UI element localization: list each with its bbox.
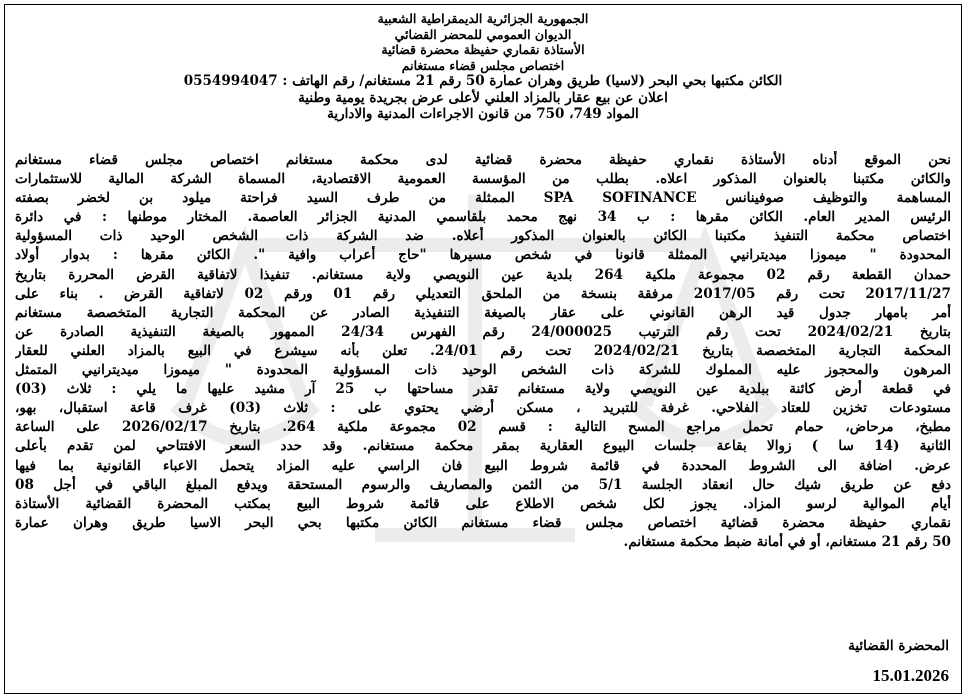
body-line: نقماري حفيظة محضرة قضائية اختصاص مجلس قضاء مستغانم الكائن مكتبها بحي البحر الاسيا طريق وهران عمارة xyxy=(15,514,951,531)
body-line: حمدان القطعة رقم 02 مجموعة ملكية 264 بلدية عين النويصي ولاية مستغانم. تنفيذا لاتفاقية القرض المحررة بتاريخ xyxy=(15,266,951,283)
signature-block xyxy=(848,631,949,691)
body-line: بتاريخ 2024/02/21 تحت رقم الترتيب 24/000025 رقم الفهرس 24/34 الممهور بالصيغة التنفيذية الصادرة عن xyxy=(15,323,951,340)
announcement-title: اعلان عن بيع عقار بالمزاد العلني لأعلى عرض بجريدة يومية وطنية xyxy=(298,89,668,106)
body-line: المحكمة التجارية المتخصصة بتاريخ 2024/02/21 تحت رقم 24/01. تعلن بأنه سيشرع في البيع بالمزاد العلني للعقار xyxy=(15,342,951,359)
republic-title: الجمهورية الجزائرية الديمقراطية الشعبية xyxy=(377,11,589,26)
body-line: دفع عن طريق شيك حال انعقاد الجلسة 5/1 من الثمن والمصاريف والرسوم المستحقة ويدفع المبلغ الباقي في أجل 08 xyxy=(15,476,951,493)
body-line: اختصاص محكمة التنفيذ مكتبنا الكائن بالعنوان المذكور أعلاه. ضد الشركة ذات الشخص الوحيد ذات المسؤولية xyxy=(15,228,951,245)
body-line: نحن الموقع أدناه الأستاذة نقماري حفيظة محضرة قضائية لدى محكمة مستغانم اختصاص مجلس قضاء مستغانم xyxy=(15,152,951,168)
body-line: 50 رقم 21 مستغانم، أو في أمانة ضبط محكمة مستغانم. xyxy=(623,533,951,550)
body-line: أمر بامهار جدول قيد الرهن القانوني على عقار بالصيغة التنفيذية الصادر عن المحكمة التجارية المتخصصة مستغانم xyxy=(15,304,951,321)
body-line: أيام الموالية لرسو المزاد. يجوز لكل شخص الاطلاع على قائمة شروط البيع بمكتب المحضرة القضائية الأستاذة xyxy=(15,495,951,512)
legal-articles: المواد 749، 750 من قانون الاجراءات المدنية والادارية xyxy=(327,106,639,122)
office-title: الديوان العمومي للمحضر القضائي xyxy=(394,26,572,42)
body-line: المساهمة والتوظيف صوفينانس SPA SOFINANCE الممثلة من طرف السيد فراحتة ميلود بن لخضر بصفته xyxy=(15,190,951,207)
body-line: المحدودة " ميموزا ميديترانيي الممثلة قانونا في شخص مسيرها "حاج أعراب وافية ". الكائن مقرها : بدوار أولاد xyxy=(15,247,951,264)
signature-date: 15.01.2026 xyxy=(872,666,949,685)
body-line: في قطعة أرض كائنة ببلدية عين النويصي ولاية مستغانم تقدر مساحتها ب 25 آر مشيد عليها ما يلي : ثلاث (03) xyxy=(15,381,951,398)
body-line: المرهون والمحجوز عليه المملوك للشركة ذات الشخص الوحيد ذات المسؤولية المحدودة " ميموزا ميديترانيي المتمثل xyxy=(15,362,951,379)
body-line: عرض. اضافة الى الشروط المحددة في قائمة شروط البيع فان الراسي عليه المزاد يتحمل الاعباء القانونية بما فيها xyxy=(15,457,951,474)
office-address: الكائن مكتبها بحي البحر (لاسيا) طريق وهران عمارة 50 رقم 21 مستغانم/ رقم الهاتف : 0554994047 xyxy=(183,73,783,89)
body-line: الرئيس المدير العام. الكائن مقرها : ب 34 نهج محمد بلقاسمي المدنية الجزائر العاصمة. المختار موطنها : في دائرة xyxy=(15,209,951,226)
body-line: الثانية (14 سا ) زوالا بقاعة جلسات البيوع العقارية بمقر محكمة مستغانم. وقد حدد السعر الافتتاحي لمن تقدم بأعلى xyxy=(15,438,951,455)
legal-notice-frame xyxy=(4,4,962,694)
bailiff-name: الأستاذة نقماري حفيظة محضرة قضائية xyxy=(381,42,585,57)
body-line: والكائن مكتبنا بالعنوان المذكور اعلاه. بطلب من المؤسسة العمومية الاقتصادية، المسماة الشركة المالية للاستثمارات xyxy=(15,171,951,188)
body-line: مطبخ، مرحاض، حمام تحمل مراجع المسح التالية : قسم 02 مجموعة ملكية 264. بتاريخ 2026/02/17 على الساعة xyxy=(15,419,951,436)
body-line: 2017/11/27 تحت رقم 2017/05 مرفقة بنسخة من الملحق التعديلي رقم 01 ورقم 02 لاتفاقية القرض . بناء على xyxy=(15,285,951,302)
jurisdiction: اختصاص مجلس قضاء مستغانم xyxy=(401,57,565,73)
body-line: مستودعات تخزين للعتاد الفلاحي. غرفة للتبريد ، مسكن أرضي يحتوي على : ثلاث (03) غرف قاعة استقبال، بهو، xyxy=(15,400,951,417)
signature-title: المحضرة القضائية xyxy=(848,638,949,654)
notice-header xyxy=(5,11,961,123)
notice-body xyxy=(15,151,951,552)
